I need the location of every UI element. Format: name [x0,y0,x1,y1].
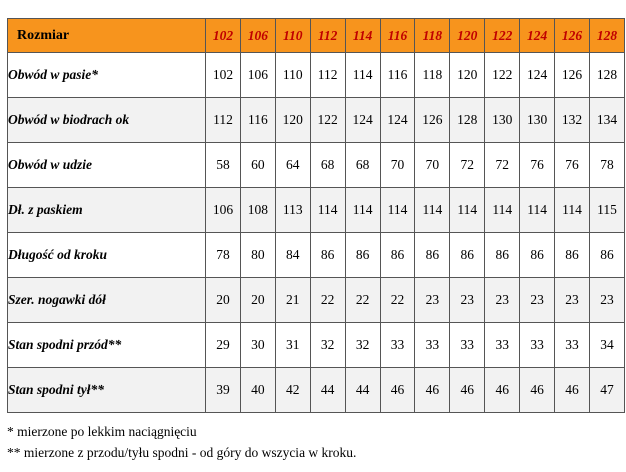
header-size-114: 114 [345,19,380,53]
cell: 86 [450,233,485,278]
table-row [8,368,625,413]
row-label: Obwód w pasie* [8,53,206,98]
header-size-110: 110 [275,19,310,53]
cell: 33 [555,323,590,368]
cell: 40 [240,368,275,413]
cell: 134 [589,98,624,143]
cell: 42 [275,368,310,413]
cell: 21 [275,278,310,323]
cell: 114 [310,188,345,233]
cell: 86 [589,233,624,278]
cell: 102 [206,53,241,98]
cell: 46 [485,368,520,413]
cell: 84 [275,233,310,278]
cell: 22 [380,278,415,323]
header-size-102: 102 [206,19,241,53]
cell: 114 [555,188,590,233]
cell: 46 [450,368,485,413]
cell: 114 [520,188,555,233]
cell: 60 [240,143,275,188]
cell: 32 [345,323,380,368]
cell: 68 [345,143,380,188]
cell: 20 [206,278,241,323]
row-label: Stan spodni przód** [8,323,206,368]
header-size-128: 128 [589,19,624,53]
cell: 124 [380,98,415,143]
table-notes [7,422,626,464]
cell: 86 [485,233,520,278]
row-label: Stan spodni tył** [8,368,206,413]
cell: 78 [206,233,241,278]
cell: 116 [240,98,275,143]
cell: 33 [520,323,555,368]
size-table-body [8,53,625,413]
cell: 34 [589,323,624,368]
table-header-row [8,19,625,53]
table-row [8,98,625,143]
header-size-112: 112 [310,19,345,53]
cell: 86 [520,233,555,278]
cell: 112 [206,98,241,143]
header-size-116: 116 [380,19,415,53]
header-size-118: 118 [415,19,450,53]
cell: 106 [240,53,275,98]
cell: 23 [520,278,555,323]
cell: 78 [589,143,624,188]
cell: 58 [206,143,241,188]
row-label: Dł. z paskiem [8,188,206,233]
cell: 33 [485,323,520,368]
table-row [8,323,625,368]
header-size-126: 126 [555,19,590,53]
cell: 86 [380,233,415,278]
cell: 23 [415,278,450,323]
header-size-106: 106 [240,19,275,53]
cell: 114 [345,53,380,98]
cell: 86 [345,233,380,278]
cell: 114 [415,188,450,233]
cell: 128 [450,98,485,143]
cell: 130 [520,98,555,143]
cell: 33 [415,323,450,368]
cell: 132 [555,98,590,143]
cell: 80 [240,233,275,278]
cell: 29 [206,323,241,368]
table-row [8,233,625,278]
cell: 114 [380,188,415,233]
header-size-122: 122 [485,19,520,53]
header-size-124: 124 [520,19,555,53]
cell: 124 [345,98,380,143]
cell: 32 [310,323,345,368]
cell: 124 [520,53,555,98]
table-row [8,188,625,233]
cell: 23 [555,278,590,323]
cell: 20 [240,278,275,323]
table-row [8,278,625,323]
cell: 126 [555,53,590,98]
cell: 72 [485,143,520,188]
cell: 76 [555,143,590,188]
cell: 46 [520,368,555,413]
cell: 46 [415,368,450,413]
cell: 86 [415,233,450,278]
header-row-label: Rozmiar [8,19,206,53]
cell: 72 [450,143,485,188]
cell: 126 [415,98,450,143]
row-label: Szer. nogawki dół [8,278,206,323]
cell: 70 [380,143,415,188]
cell: 114 [345,188,380,233]
cell: 130 [485,98,520,143]
cell: 120 [275,98,310,143]
header-size-120: 120 [450,19,485,53]
cell: 68 [310,143,345,188]
cell: 33 [450,323,485,368]
cell: 115 [589,188,624,233]
cell: 112 [310,53,345,98]
cell: 86 [310,233,345,278]
cell: 122 [310,98,345,143]
cell: 76 [520,143,555,188]
cell: 44 [345,368,380,413]
cell: 118 [415,53,450,98]
cell: 33 [380,323,415,368]
cell: 44 [310,368,345,413]
cell: 30 [240,323,275,368]
cell: 110 [275,53,310,98]
table-row [8,53,625,98]
note-double-asterisk: ** mierzone z przodu/tyłu spodni - od góry do wszycia w kroku. [7,444,357,460]
row-label: Długość od kroku [8,233,206,278]
cell: 114 [450,188,485,233]
cell: 114 [485,188,520,233]
cell: 108 [240,188,275,233]
cell: 31 [275,323,310,368]
cell: 120 [450,53,485,98]
cell: 23 [450,278,485,323]
cell: 22 [345,278,380,323]
cell: 106 [206,188,241,233]
size-table-header [8,19,625,53]
cell: 116 [380,53,415,98]
cell: 64 [275,143,310,188]
cell: 86 [555,233,590,278]
cell: 70 [415,143,450,188]
size-table [7,18,625,413]
cell: 23 [485,278,520,323]
cell: 39 [206,368,241,413]
cell: 122 [485,53,520,98]
cell: 113 [275,188,310,233]
cell: 23 [589,278,624,323]
row-label: Obwód w udzie [8,143,206,188]
cell: 46 [555,368,590,413]
cell: 22 [310,278,345,323]
cell: 47 [589,368,624,413]
cell: 128 [589,53,624,98]
row-label: Obwód w biodrach ok [8,98,206,143]
table-row [8,143,625,188]
cell: 46 [380,368,415,413]
note-single-asterisk: * mierzone po lekkim naciągnięciu [7,424,197,439]
